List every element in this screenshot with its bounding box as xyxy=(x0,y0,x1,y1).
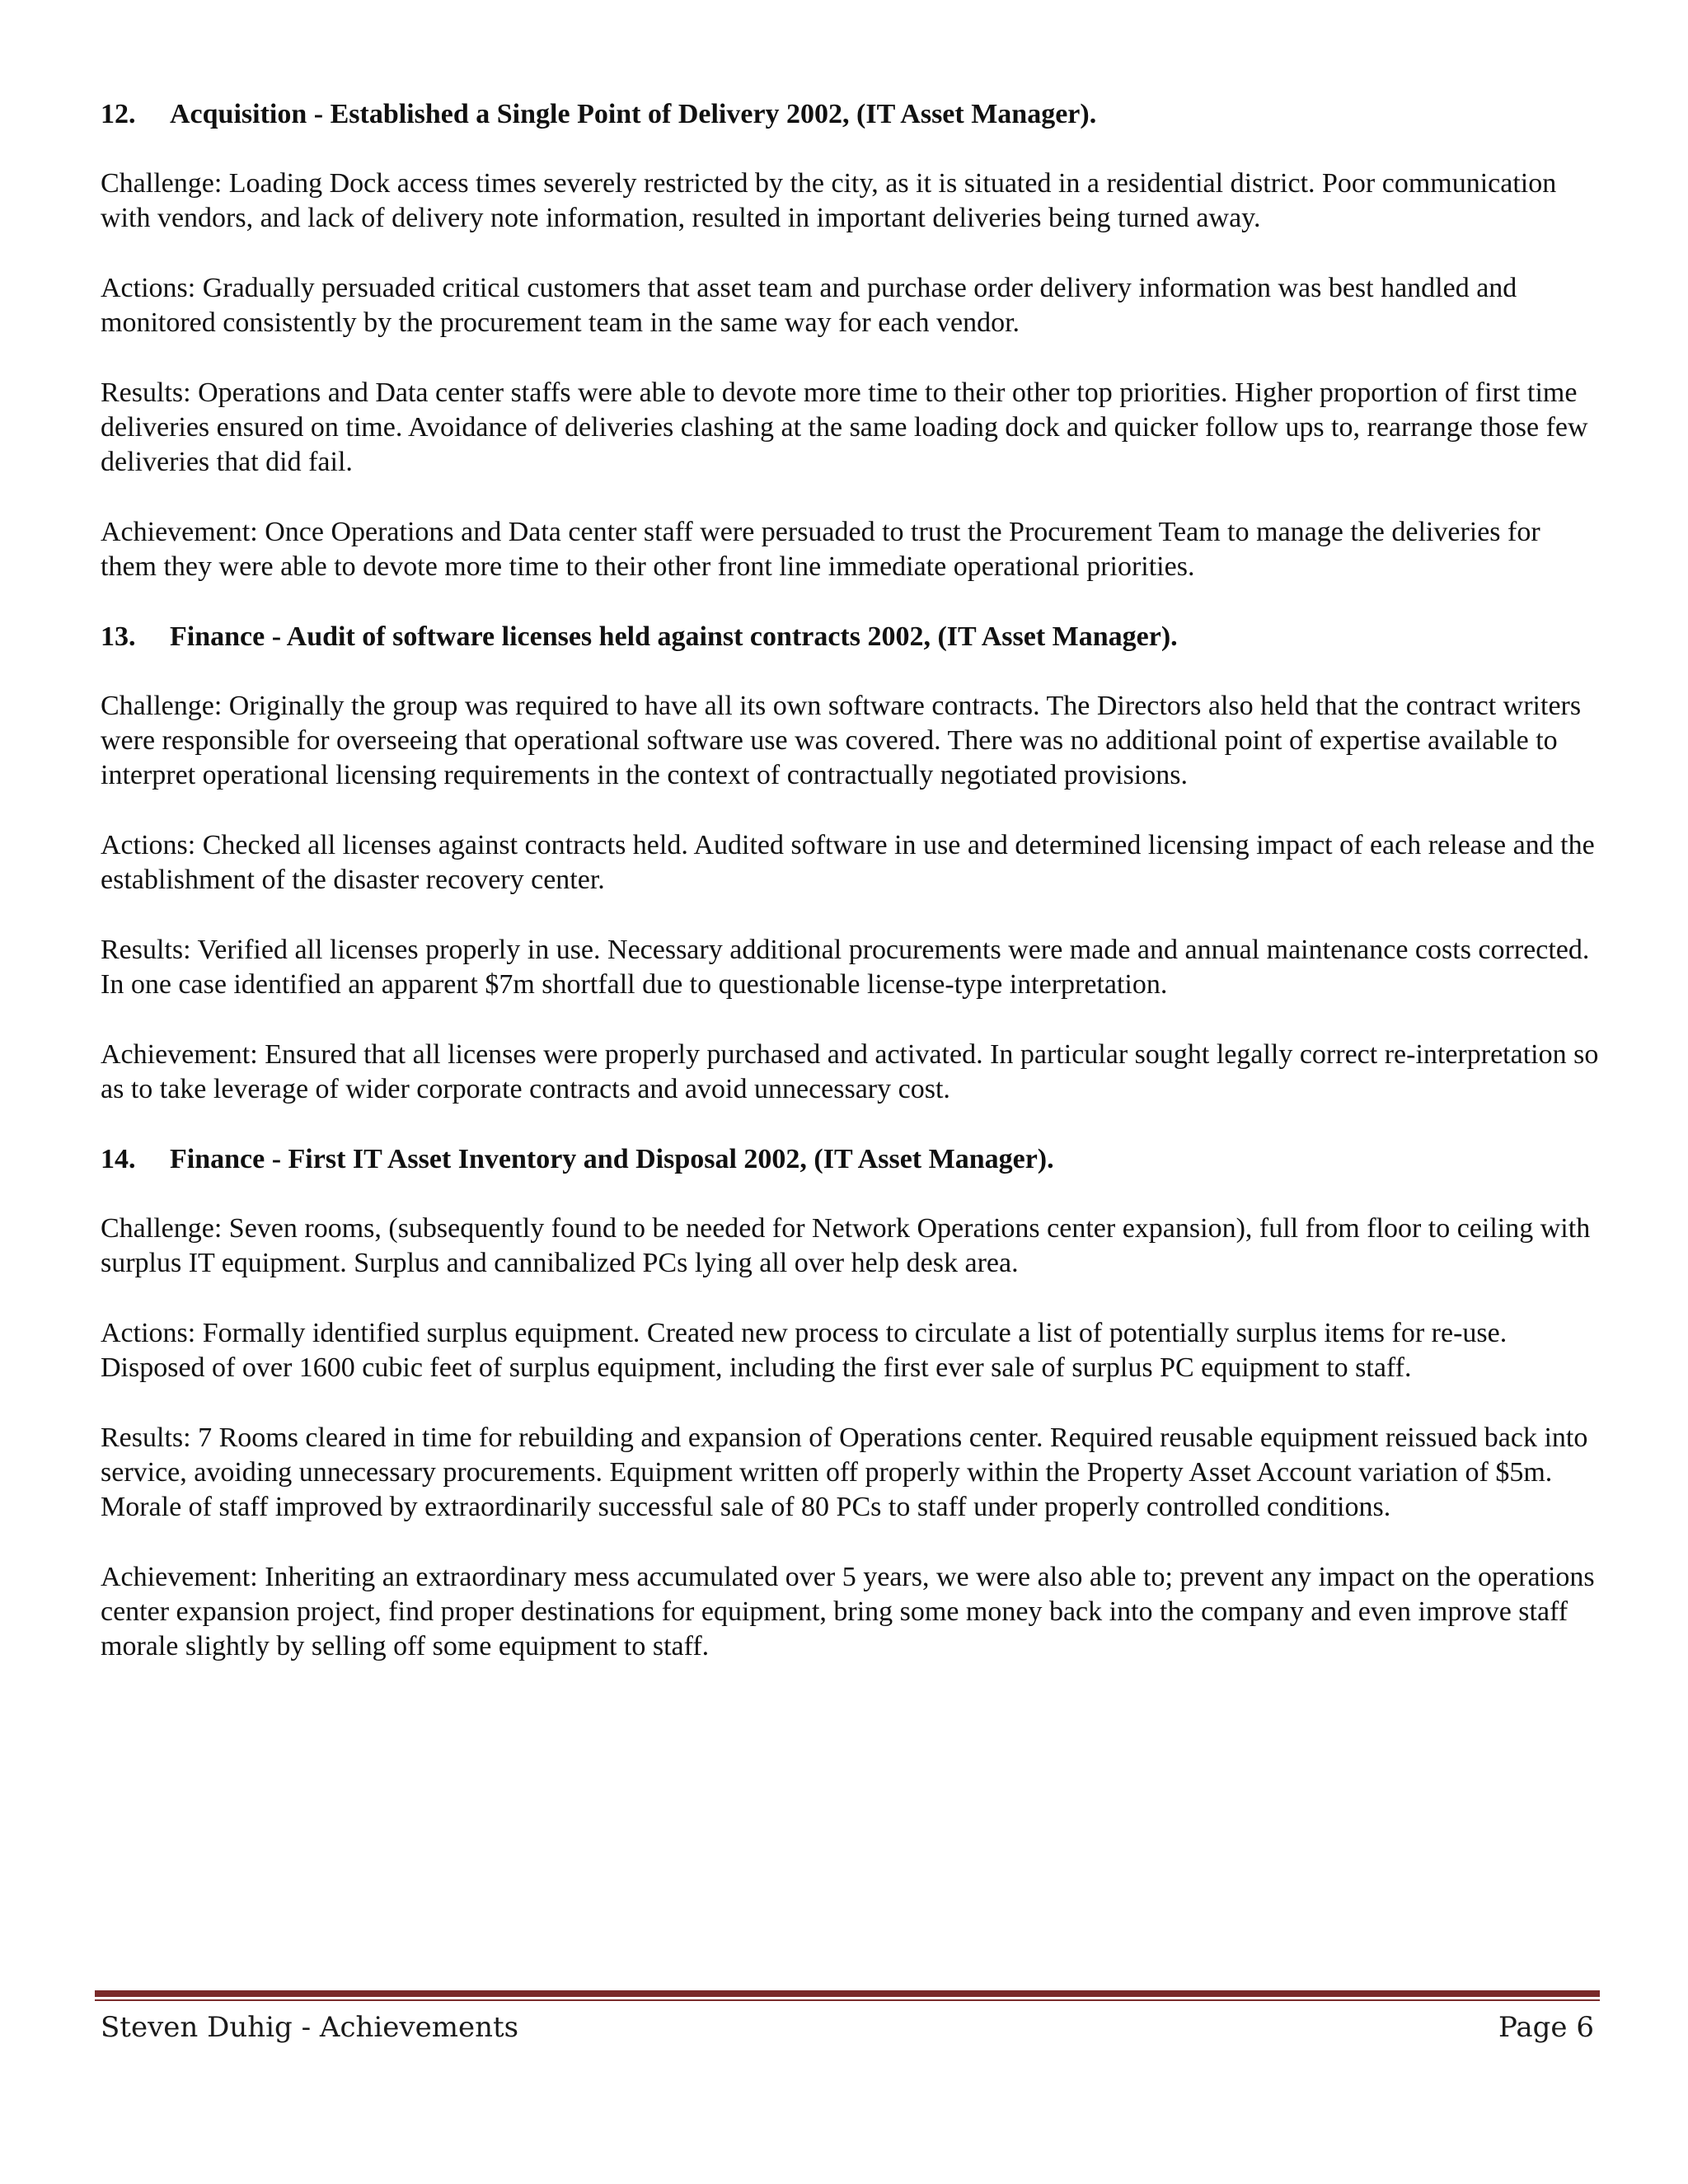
results-paragraph: Results: Operations and Data center staffs were able to devote more time to their other top priorities. Higher proportion of first time deliveries ensured on time. Avoidance of deliveries clashing at the same loading dock and quicker follow ups to, rearrange those few deliveries that did fail. xyxy=(101,377,1588,477)
footer-divider-thick xyxy=(95,1990,1600,1997)
challenge-paragraph: Challenge: Loading Dock access times severely restricted by the city, as it is situated in a residential district. Poor communication with vendors, and lack of delivery note information, resulted in important deliveries being turned away. xyxy=(101,168,1557,233)
achievement-paragraph: Achievement: Once Operations and Data center staff were persuaded to trust the Procurement Team to manage the deliveries for them they were able to devote more time to their other front line immediate operational priorities. xyxy=(101,517,1540,582)
section-14 xyxy=(101,1142,1601,1664)
actions-paragraph: Actions: Checked all licenses against contracts held. Audited software in use and determined licensing impact of each release and the establishment of the disaster recovery center. xyxy=(101,830,1595,895)
section-title: Acquisition - Established a Single Point of Delivery 2002, (IT Asset Manager). xyxy=(170,99,1097,129)
section-number: 14. xyxy=(101,1144,136,1174)
section-13 xyxy=(101,620,1601,1107)
results-paragraph: Results: 7 Rooms cleared in time for rebuilding and expansion of Operations center. Required reusable equipment reissued back into service, avoiding unnecessary procurements. Equipment written off properly within the Property Asset Account variation of $5m. Morale of staff improved by extraordinarily successful sale of 80 PCs to staff under properly controlled conditions. xyxy=(101,1422,1588,1522)
section-title: Finance - First IT Asset Inventory and Disposal 2002, (IT Asset Manager). xyxy=(170,1144,1054,1174)
footer-document-title: Steven Duhig - Achievements xyxy=(101,2011,519,2044)
section-number: 13. xyxy=(101,621,136,652)
page-footer xyxy=(101,2007,1594,2048)
section-12 xyxy=(101,97,1601,584)
section-number: 12. xyxy=(101,99,136,129)
section-title: Finance - Audit of software licenses held against contracts 2002, (IT Asset Manager). xyxy=(170,621,1178,652)
results-paragraph: Results: Verified all licenses properly in use. Necessary additional procurements were made and annual maintenance costs corrected. In one case identified an apparent $7m shortfall due to questionable license-type interpretation. xyxy=(101,935,1590,1000)
actions-paragraph: Actions: Formally identified surplus equipment. Created new process to circulate a list of potentially surplus items for re-use. Disposed of over 1600 cubic feet of surplus equipment, including the first ever sale of surplus PC equipment to staff. xyxy=(101,1318,1507,1383)
section-heading xyxy=(101,97,1601,132)
footer-page-number: Page 6 xyxy=(1498,2011,1594,2044)
section-heading xyxy=(101,620,1601,654)
achievement-paragraph: Achievement: Ensured that all licenses were properly purchased and activated. In particular sought legally correct re-interpretation so as to take leverage of wider corporate contracts and avoid unnecessary cost. xyxy=(101,1039,1599,1104)
challenge-paragraph: Challenge: Seven rooms, (subsequently found to be needed for Network Operations center expansion), full from floor to ceiling with surplus IT equipment. Surplus and cannibalized PCs lying all over help desk area. xyxy=(101,1213,1591,1278)
achievement-paragraph: Achievement: Inheriting an extraordinary mess accumulated over 5 years, we were also able to; prevent any impact on the operations center expansion project, find proper destinations for equipment, bring some money back into the company and even improve staff morale slightly by selling off some equipment to staff. xyxy=(101,1562,1595,1661)
page-content xyxy=(101,97,1601,1699)
section-heading xyxy=(101,1142,1601,1177)
challenge-paragraph: Challenge: Originally the group was required to have all its own software contracts. The Directors also held that the contract writers were responsible for overseeing that operational software use was covered. There was no additional point of expertise available to interpret operational licensing requirements in the context of contractually negotiated provisions. xyxy=(101,691,1582,790)
actions-paragraph: Actions: Gradually persuaded critical customers that asset team and purchase order delivery information was best handled and monitored consistently by the procurement team in the same way for each vendor. xyxy=(101,273,1517,338)
footer-divider-thin xyxy=(95,1999,1600,2001)
